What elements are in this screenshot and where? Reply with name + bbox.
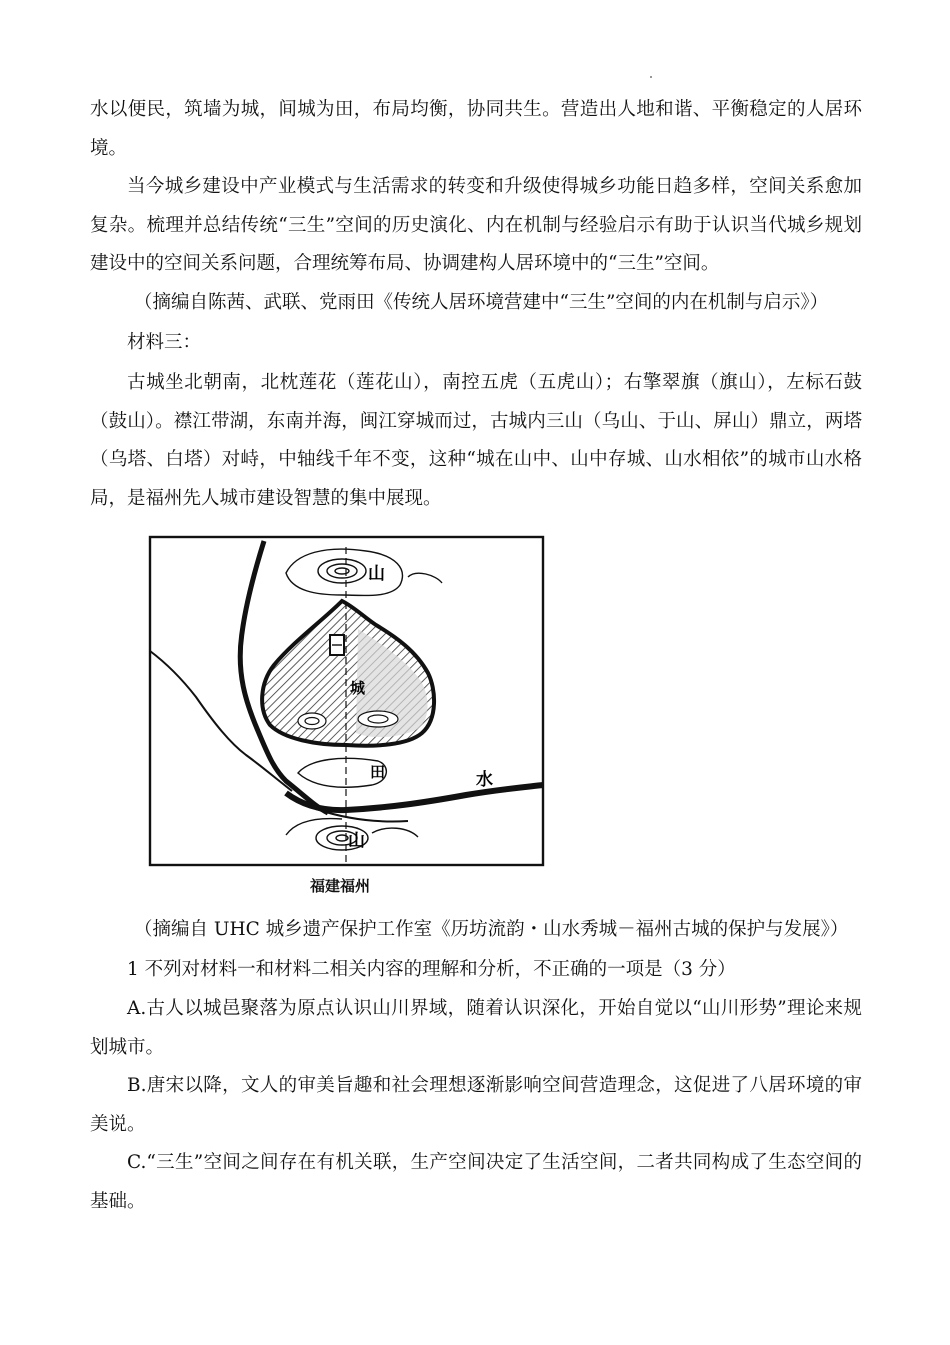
paragraph-fuzhou-layout: 古城坐北朝南，北枕莲花（莲花山），南控五虎（五虎山）；右擎翠旗（旗山），左标石鼓（鼓山）。襟江带湖，东南并海，闽江穿城而过，古城内三山（乌山、于山、屏山）鼎立，两塔（乌塔、白塔）对峙，中轴线千年不变，这种“城在山中、山中存城、山水相依”的城市山水格局，是福州先人城市建设智慧的集中展现。 [90,372,862,509]
label-water: 水 [476,770,493,790]
paragraph-three-life-space: 当今城乡建设中产业模式与生活需求的转变和升级使得城乡功能日趋多样，空间关系愈加复杂。梳理并总结传统“三生”空间的历史演化、内在机制与经验启示有助于认识当代城乡规划建设中的空间关系问题，合理统筹布局、协调建构人居环境中的“三生”空间。 [90,176,862,274]
label-city: 城 [350,679,366,697]
paragraph-continuation: 水以便民，筑墙为城，间城为田，布局均衡，协同共生。营造出人地和谐、平衡稳定的人居环境。 [90,99,862,159]
question-stem: 1 不列对材料一和材料二相关内容的理解和分析，不正确的一项是（3 分） [127,959,736,980]
question-option-b: B.唐宋以降，文人的审美旨趣和社会理想逐渐影响空间营造理念，这促进了八居环境的审美说。 [90,1075,862,1135]
label-field: 田 [370,763,386,781]
fuzhou-map-figure [146,533,550,905]
question-option-c: C.“三生”空间之间存在有机关联，生产空间决定了生活空间，二者共同构成了生态空间的基础。 [90,1152,862,1212]
river-south [286,785,543,810]
label-mountain-south: 山 [348,831,365,851]
question-option-a: A.古人以城邑聚落为原点认识山川界域，随着认识深化，开始自觉以“山川形势”理论来规划城市。 [90,998,862,1058]
label-mountain-north: 山 [368,564,385,584]
scan-speck [650,76,652,78]
north-mountain-contours [286,549,442,595]
source-citation-2: （摘编自 UHC 城乡遗产保护工作室《历坊流韵・山水秀城－福州古城的保护与发展》） [134,919,849,940]
material-3-heading: 材料三： [127,332,202,353]
map-caption: 福建福州 [310,877,371,895]
source-citation-1: （摘编自陈茜、武联、党雨田《传统人居环境营建中“三生”空间的内在机制与启示》） [134,292,829,313]
